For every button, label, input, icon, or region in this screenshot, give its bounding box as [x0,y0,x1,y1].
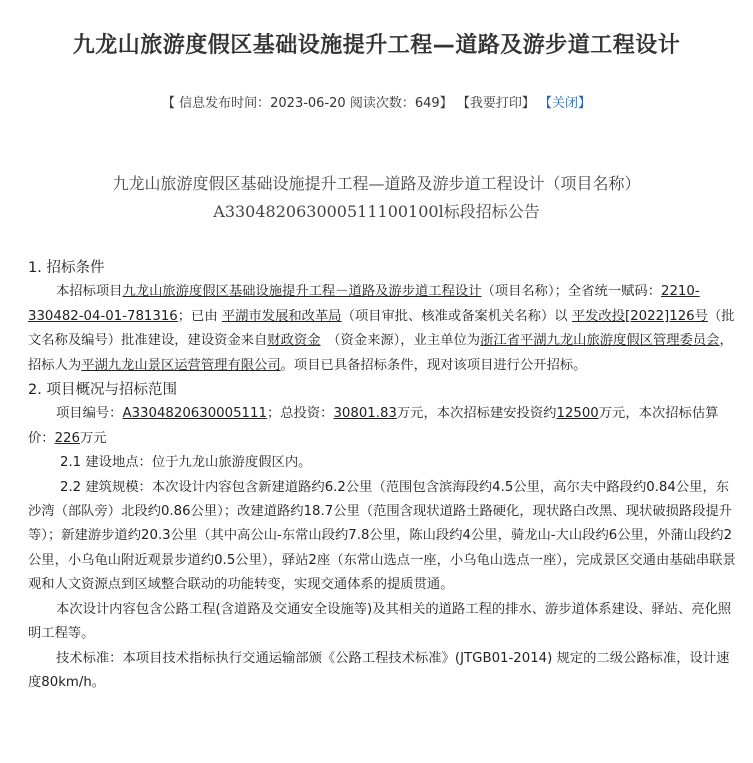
section2-technical-standard: 技术标准：本项目技术指标执行交通运输部颁《公路工程技术标准》(JTGB01-2014) 规定的二级公路标准，设计速度80km/h。 [28,650,730,690]
text: （批文名称及编号）批准建设，建设资金来自 [28,308,735,349]
text: 万元，本次招标估算价： [28,406,719,446]
unified-code: 2210-330482-04-01-781316 [28,284,700,324]
estimated-price: 226 [54,430,80,446]
owner-unit: 浙江省平湖九龙山旅游度假区管理委员会 [480,333,720,349]
approval-number: 平发改投[2022]126号 [571,308,708,324]
section2-scale: 2.2 建筑规模：本次设计内容包含新建道路约6.2公里（范围包含滨海段约4.5公里，高尔夫中路段约0.84公里，东沙湾（部队旁）北段约0.86公里）；改建道路约18.7公里（范围含现状道路土路硬化，现状路白改黑、现状破损路段提升等）；新建游步道约20.3公里（其中高公山-东常山段约7.8公里，陈山段约4公里，骑龙山-大山段约6公里，外蒲山段约2公里，小乌龟山附近观景步道约0.5公里），驿站2座（东常山选点一座，小乌龟山选点一座），完成景区交通由基础串联景观和人文资源点到区域整合联动的功能转变，实现交通体系的提质贯通。 [28,479,736,593]
document-header [0,170,753,226]
construction-investment: 12500 [556,406,599,422]
read-count: 649 [414,96,440,111]
text: 万元 [79,430,107,446]
fund-source: 财政资金 [267,333,321,349]
section2-design-content: 本次设计内容包含公路工程(含道路及交通安全设施等)及其相关的道路工程的排水、游步道体系建设、驿站、亮化照明工程等。 [28,601,732,642]
section2-paragraph-1 [28,402,738,451]
meta-close-bracket: 】 [439,96,453,111]
document-header-line2: A330482063000511100100l标段招标公告 [213,202,540,221]
text: ，招标人为 [28,333,733,373]
project-name: 九龙山旅游度假区基础设施提升工程－道路及游步道工程设计 [122,284,482,300]
article-meta [0,92,753,111]
document-header-line1: 九龙山旅游度假区基础设施提升工程—道路及游步道工程设计（项目名称） [112,174,641,193]
text: （项目名称）；全省统一赋码： [481,284,662,300]
project-number: A3304820630005111 [122,406,267,422]
publish-label: 【 信息发布时间： [162,96,271,111]
total-investment: 30801.83 [333,406,397,422]
text: ；总投资： [266,406,334,422]
section2-heading: 2. 项目概况与招标范围 [28,382,177,399]
text: 万元，本次招标建安投资约 [396,406,557,422]
section1-heading: 1. 招标条件 [28,260,105,276]
section1-paragraph [28,280,738,378]
publish-date: 2023-06-20 [270,96,346,111]
approval-agency: 平湖市发展和改革局 [221,308,342,324]
tenderer: 平湖九龙山景区运营管理有限公司 [81,357,281,373]
text: 项目编号： [56,406,123,422]
text: （资金来源），业主单位为 [320,333,481,349]
read-count-label: 阅读次数： [345,96,415,111]
text: ；已由 [177,308,222,324]
section2-location: 2.1 建设地点：位于九龙山旅游度假区内。 [60,455,312,471]
text: 本招标项目 [56,284,123,300]
text: （项目审批、核准或备案机关名称）以 [341,308,572,324]
print-link[interactable]: 【我要打印】 [456,96,535,111]
article-body [28,256,738,695]
page-title: 九龙山旅游度假区基础设施提升工程—道路及游步道工程设计 [72,33,681,58]
close-link[interactable]: 【关闭】 [538,96,591,111]
text: 。项目已具备招标条件，现对该项目进行公开招标。 [280,357,587,373]
